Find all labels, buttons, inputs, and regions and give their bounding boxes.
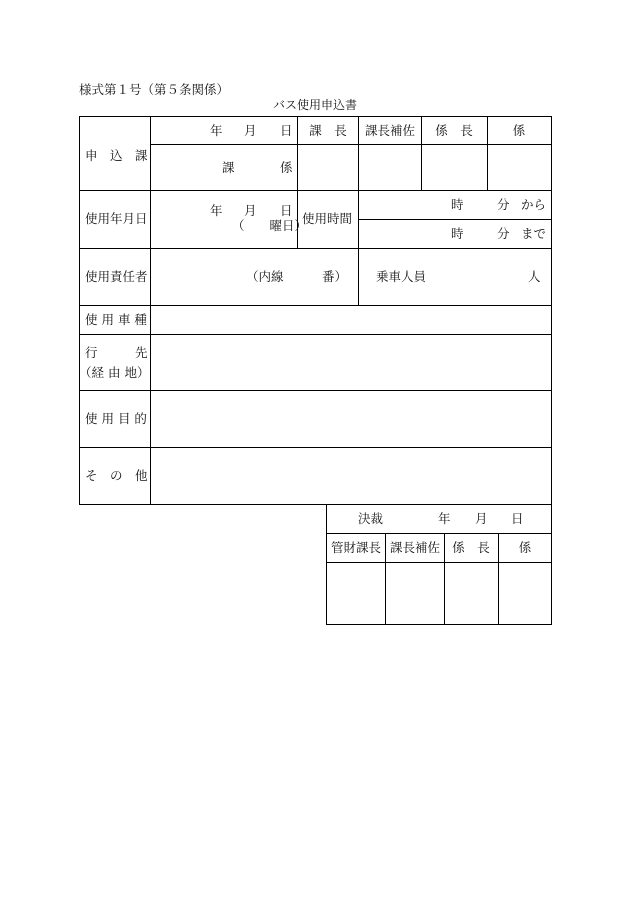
other-field[interactable] xyxy=(151,448,550,503)
decision-label: 決裁 xyxy=(358,511,384,526)
table-line xyxy=(326,624,552,625)
approval-kakari: 係 xyxy=(512,123,526,138)
usage-time-label: 使用時間 xyxy=(302,211,353,226)
decision-approval-kanzai-kacho: 管財課長 xyxy=(330,540,382,555)
usage-date-weekday: （ 曜日） xyxy=(232,218,308,233)
stamp-box-kacho-hosa[interactable] xyxy=(359,145,420,190)
decision-stamp-kakaricho[interactable] xyxy=(445,563,497,623)
decision-stamp-kacho-hosa[interactable] xyxy=(386,563,443,623)
decision-day: 日 xyxy=(511,511,524,526)
decision-approval-kacho-hosa: 課長補佐 xyxy=(389,540,441,555)
approval-kakaricho: 係 長 xyxy=(435,123,473,138)
applicant-date-month: 月 xyxy=(244,123,257,138)
passengers-label: 乗車人員 xyxy=(376,269,427,284)
applicant-label: 申 込 課 xyxy=(85,148,148,163)
decision-approval-kakari: 係 xyxy=(518,540,532,555)
decision-stamp-kakari[interactable] xyxy=(499,563,550,623)
decision-month: 月 xyxy=(475,511,488,526)
destination-label: 行 先 xyxy=(85,345,148,360)
form-number: 様式第１号（第５条関係） xyxy=(79,82,230,97)
end-hour: 時 xyxy=(451,226,464,241)
applicant-kakari: 係 xyxy=(280,160,293,175)
applicant-date-day: 日 xyxy=(280,123,293,138)
usage-date-label: 使用年月日 xyxy=(85,211,148,226)
stamp-box-kakari[interactable] xyxy=(488,145,550,190)
end-minute: 分 xyxy=(497,226,510,241)
extension-open: （内線 xyxy=(246,269,284,284)
decision-stamp-kanzai-kacho[interactable] xyxy=(327,563,384,623)
start-hour: 時 xyxy=(451,197,464,212)
approval-kacho-hosa: 課長補佐 xyxy=(364,123,416,138)
applicant-ka: 課 xyxy=(222,160,235,175)
passengers-unit: 人 xyxy=(528,269,541,284)
usage-date-day: 日 xyxy=(280,203,293,218)
usage-date-year: 年 xyxy=(210,203,223,218)
table-line xyxy=(551,116,552,505)
end-suffix: まで xyxy=(521,226,547,241)
vehicle-label: 使 用 車 種 xyxy=(85,312,147,327)
purpose-label: 使 用 目 的 xyxy=(85,411,147,426)
decision-year: 年 xyxy=(438,511,451,526)
table-line xyxy=(551,504,552,625)
approval-kacho: 課 長 xyxy=(309,123,347,138)
other-label: そ の 他 xyxy=(85,468,148,483)
stamp-box-kacho[interactable] xyxy=(298,145,357,190)
start-suffix: から xyxy=(521,197,547,212)
destination-field[interactable] xyxy=(151,335,550,389)
form-title: バス使用申込書 xyxy=(272,98,358,112)
extension-close: 番） xyxy=(322,269,348,284)
table-line xyxy=(358,219,552,220)
applicant-date-year: 年 xyxy=(210,123,223,138)
table-line xyxy=(79,116,80,505)
purpose-field[interactable] xyxy=(151,391,550,446)
destination-via-label: （経 由 地） xyxy=(79,365,150,380)
stamp-box-kakaricho[interactable] xyxy=(422,145,486,190)
table-line xyxy=(326,533,552,534)
decision-approval-kakaricho: 係 長 xyxy=(452,540,490,555)
usage-date-month: 月 xyxy=(244,203,257,218)
vehicle-field[interactable] xyxy=(151,306,550,333)
responsible-label: 使用責任者 xyxy=(85,269,148,284)
start-minute: 分 xyxy=(497,197,510,212)
